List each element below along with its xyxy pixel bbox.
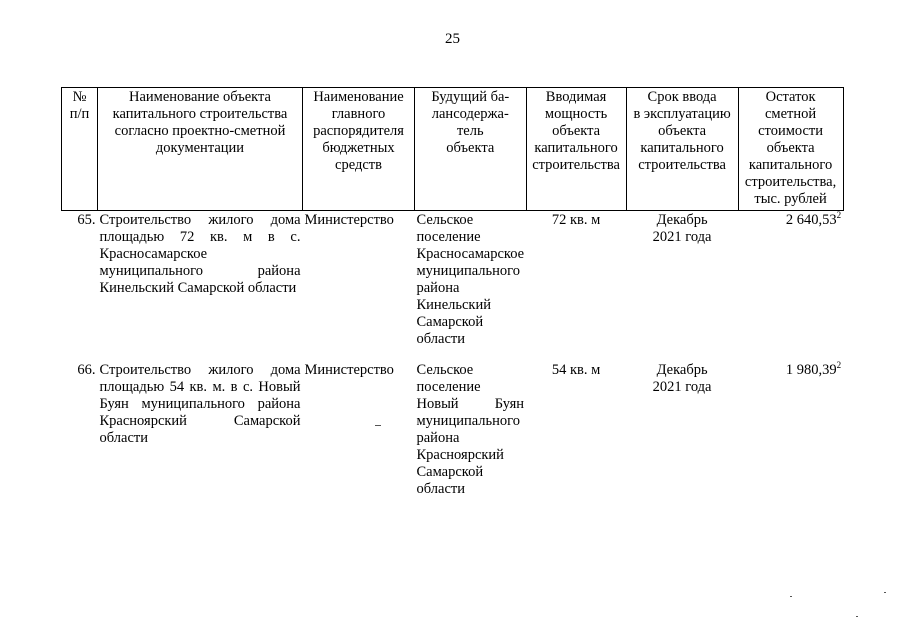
- table-row: [62, 348, 844, 498]
- main-manager: Министерство: [304, 212, 394, 228]
- header-capacity: Вводимая мощность объекта капитального строительства: [526, 88, 626, 211]
- construction-objects-table: [61, 87, 844, 498]
- main-manager: Министерство: [304, 362, 394, 378]
- remaining-cost: 1 980,39$^2$: [785, 360, 842, 378]
- scan-speck: [884, 592, 886, 593]
- capacity: 54 кв. м: [551, 362, 601, 378]
- header-future-holder: Будущий ба- лансодержа- тель объекта: [415, 88, 527, 211]
- scan-speck: [375, 425, 381, 426]
- header-object-name: Наименование объекта капитального строительства согласно проектно-сметной документации: [98, 88, 303, 211]
- scan-speck: [790, 596, 792, 597]
- future-holder: Сельское поселение Красносамарское муниципального района Кинельский Самарской области: [416, 212, 525, 347]
- header-num: № п/п: [62, 88, 98, 211]
- capacity: 72 кв. м: [551, 212, 601, 228]
- scan-speck: [856, 616, 858, 617]
- page-number: 25: [445, 31, 460, 47]
- row-number: 66.: [77, 362, 96, 378]
- header-deadline: Срок ввода в эксплуатацию объекта капитального строительства: [626, 88, 738, 211]
- header-main-manager: Наименование главного распорядителя бюджетных средств: [303, 88, 415, 211]
- footnote-mark: 2: [836, 210, 842, 220]
- object-name: Строительство жилого дома площадью 72 кв. м в с. Красносамарское муниципального района Кинельский Самарской области: [99, 212, 301, 296]
- row-number: 65.: [77, 212, 96, 228]
- future-holder: Сельское поселение Новый Буян муниципального района Красноярский Самарской области: [416, 362, 525, 497]
- table-header: [62, 88, 844, 211]
- footnote-mark: 2: [836, 360, 842, 370]
- header-remaining-cost: Остаток сметной стоимости объекта капитального строительства, тыс. рублей: [738, 88, 843, 211]
- object-name: Строительство жилого дома площадью 54 кв. м. в с. Новый Буян муниципального района Красноярский Самарской области: [99, 362, 301, 446]
- deadline: Декабрь 2021 года: [652, 362, 712, 395]
- remaining-cost: 2 640,53$^2$: [785, 210, 842, 228]
- table-row: [62, 211, 844, 349]
- deadline: Декабрь 2021 года: [652, 212, 712, 245]
